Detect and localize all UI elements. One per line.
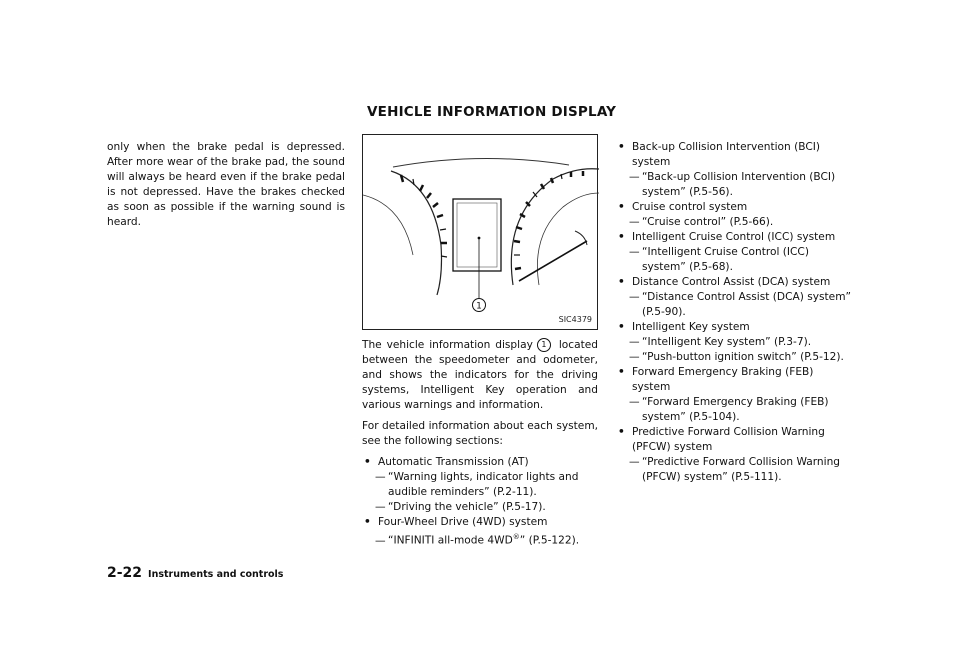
list-sub-item: — “Driving the vehicle” (P.5-17). [375,501,546,513]
list-item: • Intelligent Key system [616,320,852,335]
list-sub-item: — “Push-button ignition switch” (P.5-12). [629,351,844,363]
list-item: • Automatic Transmission (AT) [362,455,598,470]
list-item: • Predictive Forward Collision Warning (PFCW) system [616,425,852,455]
intro-paragraph [362,338,598,413]
instrument-cluster-figure [362,134,598,330]
right-column [616,140,852,485]
intro-text-before: The vehicle information display [362,339,533,351]
instrument-cluster-illustration [363,135,599,331]
list-sub-item: — “Distance Control Assist (DCA) system” (P.5-90). [629,291,852,318]
list-item: • Back-up Collision Intervention (BCI) system [616,140,852,170]
left-paragraph: only when the brake pedal is depressed. After more wear of the brake pad, the sound will always be heard even if the brake pedal is not depressed. Have the brakes checked as soon as possible if the warning sound is heard. [107,141,345,228]
list-item: • Cruise control system [616,200,852,215]
intro-text-after: located between the speedometer and odometer, and shows the indicators for the driving systems, Intelligent Key operation and various warnings and information. [362,339,598,411]
see-sections-paragraph: For detailed information about each system, see the following sections: [362,420,598,447]
list-item: • Four-Wheel Drive (4WD) system [362,515,598,530]
registered-mark: ® [512,533,520,541]
callout-marker: 1 [537,338,551,352]
callout-number: 1 [476,301,482,312]
list-sub-item: — “Warning lights, indicator lights and audible reminders” (P.2-11). [375,471,579,498]
section-title: VEHICLE INFORMATION DISPLAY [367,104,617,120]
list-sub-item: — “Intelligent Key system” (P.3-7). [629,336,812,348]
list-item: • Intelligent Cruise Control (ICC) system [616,230,852,245]
list-sub-item: — “Forward Emergency Braking (FEB) system” (P.5-104). [629,396,829,423]
list-sub-item: — “Predictive Forward Collision Warning (PFCW) system” (P.5-111). [629,456,841,483]
list-sub-item: — “Back-up Collision Intervention (BCI) system” (P.5-56). [629,171,836,198]
figure-code: SIC4379 [558,315,592,324]
list-sub-item: — “INFINITI all-mode 4WD®” (P.5-122). [375,533,580,547]
list-sub-item: — “Intelligent Cruise Control (ICC) system” (P.5-68). [629,246,809,273]
page-number: 2-22 [107,565,143,581]
left-column [107,140,345,230]
list-sub-item: — “Cruise control” (P.5-66). [629,216,774,228]
list-item: • Forward Emergency Braking (FEB) system [616,365,852,395]
list-item: • Distance Control Assist (DCA) system [616,275,852,290]
middle-column [362,134,598,549]
page-footer [107,562,283,581]
chapter-title: Instruments and controls [148,569,284,580]
